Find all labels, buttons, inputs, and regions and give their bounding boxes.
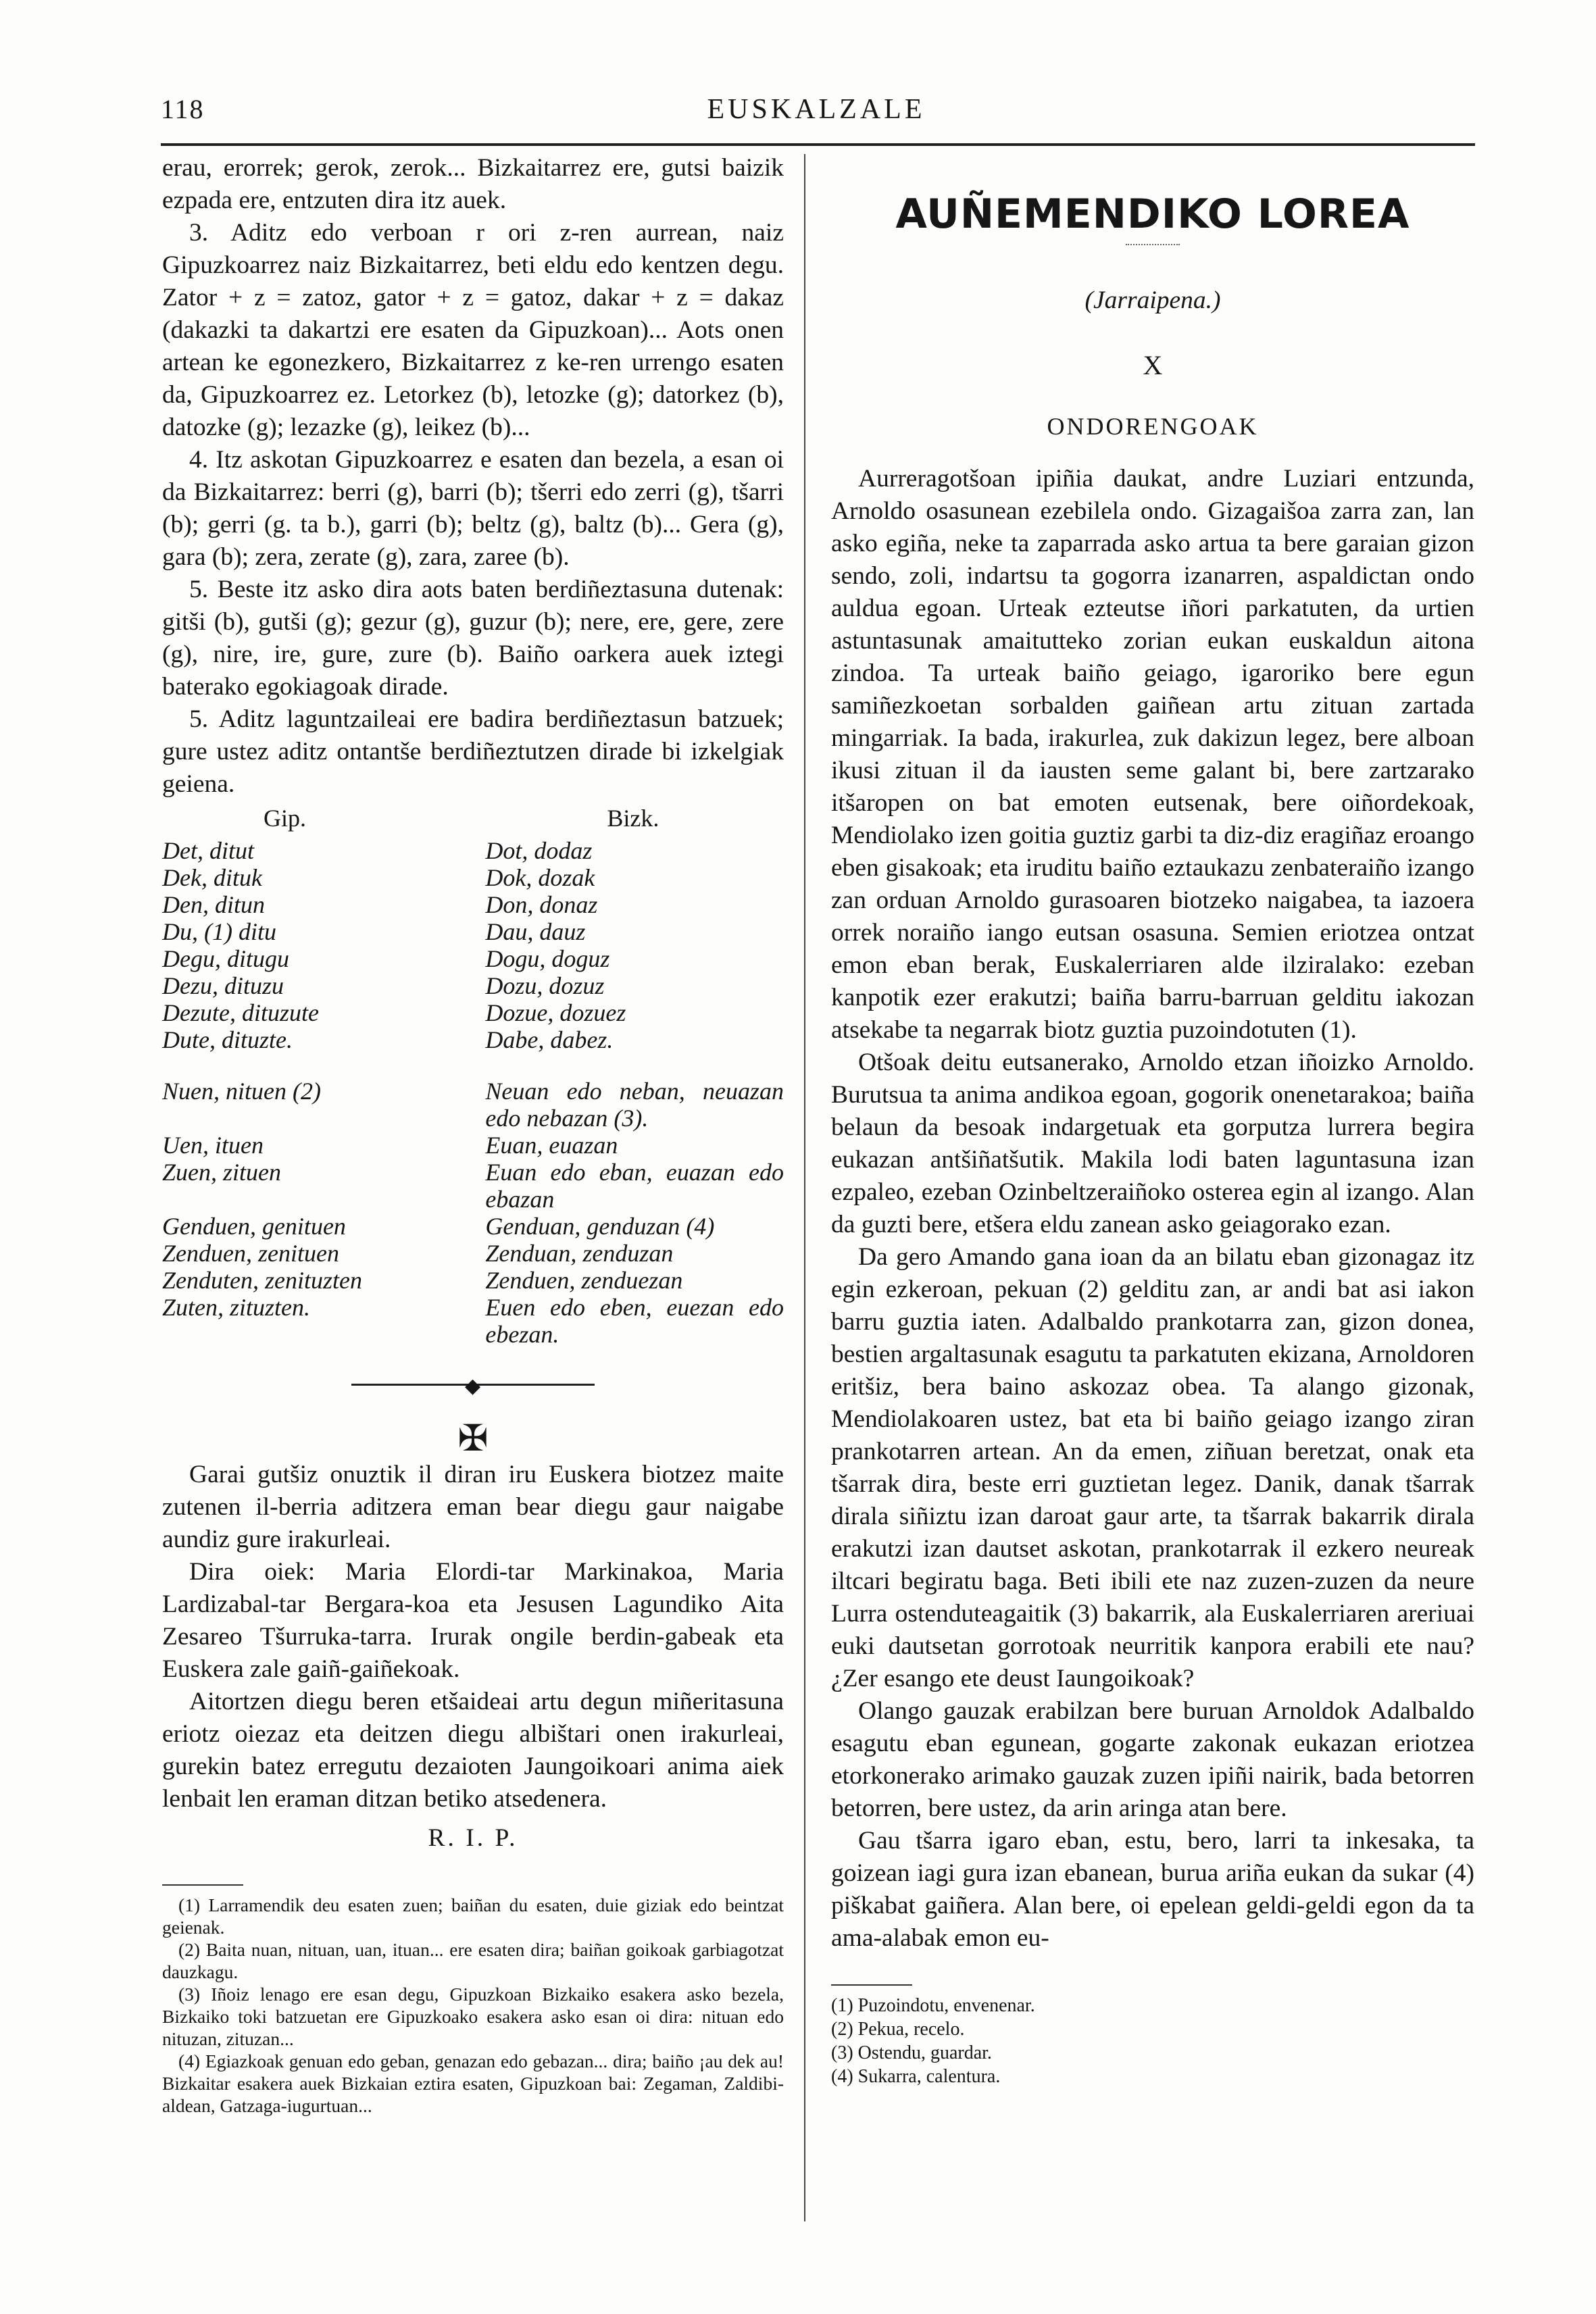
gip-form: Du, (1) ditu <box>162 918 276 945</box>
cross-icon: ✠ <box>457 1418 489 1459</box>
footnote: (4) Sukarra, calentura. <box>831 2066 1001 2087</box>
paragraph: 3. Aditz edo verboan r ori z-ren aurrean, naiz Gipuzkoarrez naiz Bizkaitarrez, beti eldu edo kentzen degu. Zator + z = zatoz, gator + z = gatoz, dakar + z = dakaz (dakazki ta dakartzi ere esaten da Gipuzkoan)... Aots onen artean ke egonezkero, Bizkaitarrez z ke-ren urrengo esaten da, Gipuzkoarrez ez. Letorkez (b), letozke (g); datorkez (b), datozke (g); lezazke (g), leikez (b)... <box>162 219 784 441</box>
chapter-title: ONDORENGOAK <box>1047 413 1259 440</box>
bizk-form: Euan, euazan <box>485 1132 618 1159</box>
paragraph: Gau tšarra igaro eban, estu, bero, larri ta inkesaka, ta goizean iagi gura izan ebanean, burua ariña eukan da sukar (4) piškabat gaiñera. Alan bere, oi epelean geldi-geldi egon da ta ama-alabak emon eu- <box>831 1827 1474 1952</box>
bizk-form: Genduan, genduzan (4) <box>485 1213 715 1240</box>
obituary-paragraph: Garai gutšiz onuztik il diran iru Euskera biotzez maite zutenen il-berria aditzera eman bear diegu gaur naigabe aundiz gure irakurleai. <box>162 1461 784 1553</box>
bizk-form: Dau, dauz <box>485 918 586 945</box>
paragraph: 4. Itz askotan Gipuzkoarrez e esaten dan bezela, a esan oi da Bizkaitarrez: berri (g), barri (b); tšerri edo zerri (g), tšarri (b); gerri (g. ta b.), garri (b); beltz (g), baltz (b)... Gera (g), gara (b); zera, zerate (g), zara, zaree (b). <box>162 446 784 571</box>
table-row <box>162 945 784 972</box>
gip-form: Degu, ditugu <box>162 945 289 972</box>
paragraph: 5. Aditz laguntzaileai ere badira berdiñeztasun batzuek; gure ustez aditz ontantše berdiñeztutzen dirade bi izkelgiak geiena. <box>162 705 784 798</box>
paragraph: Otšoak deitu eutsanerako, Arnoldo etzan iñoizko Arnoldo. Burutsua ta anima andikoa egoan, gogorik onenetarakoa; baiña belaun da besoak indargetuak eta gorputza lurrera begira eukazan antšiñatšutik. Makila lodi baten laguntasuna izan ezpaleo, ezeban Ozinbeltzeraiñoko osterea egin al izango. Alan da guzti bere, etšera eldu zanean asko geiagorako ezan. <box>831 1049 1474 1238</box>
footnote: (4) Egiazkoak genuan edo geban, genazan edo gebazan... dira; baiño ¡au dek au! Bizkaitar esakera auek Bizkaian eztira esaten, Gipuzkoan bai: Zegaman, Zaldibi-aldean, Gatzaga-iugurtuan... <box>162 2051 784 2116</box>
table-header-gip: Gip. <box>264 805 306 832</box>
gip-form: Zuten, zituzten. <box>162 1294 311 1321</box>
gip-form: Zuen, zituen <box>162 1159 281 1186</box>
bizk-form: Dot, dodaz <box>485 837 593 864</box>
page-header <box>161 93 1472 134</box>
gip-form: Det, ditut <box>162 837 254 864</box>
right-column <box>831 152 1474 2088</box>
bizk-form: Dogu, doguz <box>485 945 610 972</box>
bizk-form: Dozue, dozuez <box>485 999 626 1026</box>
paragraph: Aurreragotšoan ipiñia daukat, andre Luziari entzunda, Arnoldo osasunean ezebilela ondo. Gizagaišoa zarra zan, lan asko egiña, neke ta zaparrada asko artua ta bere garaian gizon sendo, zoli, indartsu ta gogorra izanarren, aspaldictan ondo auldua egoan. Urteak ezteutse iñori parkatuten, da urtien astuntasunak amaitutteko zorian eukan euskaldun aitona zindoa. Ta urteak baiño geiago, igaroriko bere egun samiñezkoetan sorbalden gaiñean artu zituan zartada mingarriak. Ia bada, irakurlea, zuk dakizun legez, bere alboan ikusi zituan il da iausten seme galant bi, bere zartzarako itšaropen on bat emoten eutsenak, bere oiñordekoak, Mendiolako izen goitia guztiz garbi ta diz-diz eragiñaz eroango eben gisakoak; eta iruditu baiño eztaukazu zenbateraiño izango zan orduan Arnoldo gurasoaren biotzeko naigabea, ta iazoera orrek noraiño iango eutsan osasuna. Semien eriotzea ontzat emon eban berak, Euskalerriaren alde ilziralako: ezeban kanpotik ezer erakutzi; baiña barru-barruan gelditu iakozan atsekabe ta negarrak biotz guztia puzoindotuten (1). <box>831 465 1474 1044</box>
table-row <box>162 1267 784 1294</box>
gip-form: Dezu, dituzu <box>162 972 284 999</box>
bizk-form: Dozu, dozuz <box>485 972 605 999</box>
table-row <box>162 1078 784 1132</box>
table-row <box>162 918 784 945</box>
footnote: (3) Ostendu, guardar. <box>831 2042 992 2063</box>
header-rule <box>161 143 1475 146</box>
title-divider <box>1126 244 1180 245</box>
table-row <box>162 837 784 864</box>
section-ornament-rule <box>351 1375 595 1395</box>
gip-form: Den, ditun <box>162 891 265 918</box>
bizk-form: Dok, dozak <box>485 864 595 891</box>
table-row <box>162 864 784 891</box>
paragraph: erau, erorrek; gerok, zerok... Bizkaitarrez ere, gutsi baizik ezpada ere, entzuten dira itz auek. <box>162 154 784 214</box>
running-head: EUSKALZALE <box>707 94 926 125</box>
chapter-number: X <box>1143 350 1163 380</box>
table-row <box>162 999 784 1026</box>
bizk-form: Zenduan, zenduzan <box>485 1240 674 1267</box>
footnote-rule <box>831 1984 912 1986</box>
article-title: AUÑEMENDIKO LOREA <box>895 191 1410 238</box>
bizk-form: Euan edo eban, euazan edo ebazan <box>485 1159 784 1213</box>
footnote-rule <box>162 1884 243 1886</box>
obituary-paragraph: Dira oiek: Maria Elordi-tar Markinakoa, Maria Lardizabal-tar Bergara-koa eta Jesusen Lagundiko Aita Zesareo Tšurruka-tarra. Irurak ongile berdin-gabeak eta Euskera zale gaiñ-gaiñekoak. <box>162 1558 784 1683</box>
gip-form: Dek, dituk <box>162 864 262 891</box>
table-row <box>162 1213 784 1240</box>
table-header-bizk: Bizk. <box>607 805 659 832</box>
gip-form: Genduen, genituen <box>162 1213 346 1240</box>
table-row <box>162 1132 784 1159</box>
gip-form: Uen, ituen <box>162 1132 264 1159</box>
gip-form: Dezute, dituzute <box>162 999 319 1026</box>
footnote: (2) Pekua, recelo. <box>831 2019 965 2040</box>
column-divider <box>804 154 805 2221</box>
bizk-form: Euen edo eben, euezan edo ebezan. <box>485 1294 784 1348</box>
table-row <box>162 972 784 999</box>
footnote: (2) Baita nuan, nituan, uan, ituan... ere esaten dira; baiñan goikoak garbiagotzat dauzkagu. <box>162 1939 784 1982</box>
rip-line: R. I. P. <box>428 1824 518 1852</box>
obituary-paragraph: Aitortzen diegu beren etšaideai artu degun miñeritasuna eriotz oiezaz eta deitzen diegu albištari onen irakurleai, gurekin batez erregutu dezaioten Jaungoikoari anima aiek lenbait len eraman ditzan betiko atsedenera. <box>162 1688 784 1813</box>
bizk-form: Neuan edo neban, neuazan edo nebazan (3). <box>485 1078 784 1132</box>
paragraph: 5. Beste itz asko dira aots baten berdiñeztasuna dutenak: gitši (b), gutši (g); gezur (g), guzur (b); nere, ere, gere, zere (g), nire, ire, gure, zure (b). Baiño oarkera auek iztegi baterako egokiagoak dirade. <box>162 576 784 701</box>
bizk-form: Don, donaz <box>485 891 598 918</box>
gip-form: Nuen, nituen (2) <box>162 1078 321 1105</box>
table-row <box>162 1026 784 1053</box>
paragraph: Olango gauzak erabilzan bere buruan Arnoldok Adalbaldo esagutu eban egunean, gogarte zakonak eukazan eriotzea etorkonerako arimako gauzak zuzen ipiñi nairik, bada betorren betorren, bere ustez, da arin aringa atan bere. <box>831 1697 1474 1822</box>
article-subtitle: (Jarraipena.) <box>1084 286 1221 314</box>
table-row <box>162 1294 784 1348</box>
footnotes <box>831 1994 1474 2088</box>
gip-form: Zenduten, zenituzten <box>162 1267 362 1294</box>
table-row <box>162 891 784 918</box>
paragraph: Da gero Amando gana ioan da an bilatu eban gizonagaz itz egin ezkeroan, pekuan (2) gelditu zan, ar andi bat asi iakon barru guztia iaten. Adalbaldo prankotarra zan, gizon donea, bestien argaltasunak esagutu ta parkatuten ekizana, Arnoldoren eritšiz, bera baino askozaz obea. Ta alango gizonak, Mendiolakoaren ustez, bat eta bi baiño geiago izango ziran prankotarren artean. An da emen, ziñuan beretzat, onak eta tšarrak dira, beste erri guztietan legez. Danik, danak tšarrak dirala siñiztu izan daroat gaur arte, ta tšarrak bakarrik dirala erakutzi izan dautset askotan, prankotarrak il ezkero neureak iltcari begiratu baga. Beti ibili ete naz zuzen-zuzen da neure Lurra ostenduteagaitik (3) bakarrik, ala Euskalerriaren areriuai euki dautsetan gorrotoak neurritik kanpora erabili ete nau? ¿Zer esango ete deust Iaungoikoak? <box>831 1243 1474 1692</box>
page-number: 118 <box>161 94 205 124</box>
bizk-form: Zenduen, zenduezan <box>485 1267 683 1294</box>
footnote: (3) Iñoiz lenago ere esan degu, Gipuzkoan Bizkaiko esakera asko bezela, Bizkaiko toki batzuetan ere Gipuzkoako esakera asko esan oi dira: nituan edo nituzan, zituzan... <box>162 1984 784 2049</box>
table-row <box>162 1240 784 1267</box>
gip-form: Zenduen, zenituen <box>162 1240 339 1267</box>
table-row <box>162 1159 784 1213</box>
gip-form: Dute, dituzte. <box>162 1026 293 1053</box>
left-column <box>162 152 784 2117</box>
verb-table <box>162 805 784 1348</box>
footnote: (1) Larramendik deu esaten zuen; baiñan du esaten, duie giziak edo beintzat geienak. <box>162 1894 784 1938</box>
bizk-form: Dabe, dabez. <box>485 1026 614 1053</box>
footnote: (1) Puzoindotu, envenenar. <box>831 1995 1035 2016</box>
